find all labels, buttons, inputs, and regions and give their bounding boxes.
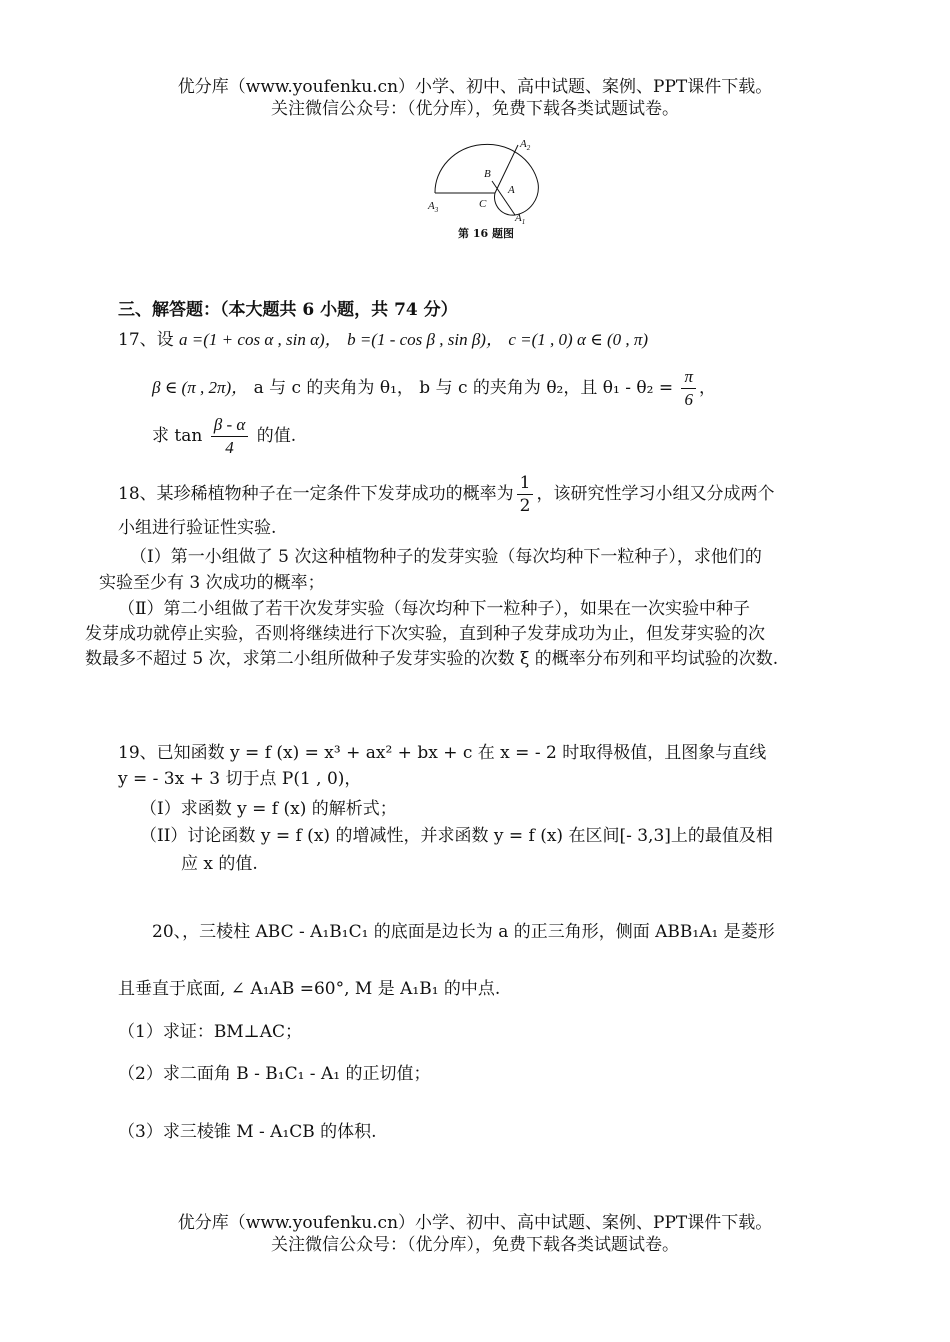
- label-a3: $A_3$: [428, 200, 439, 214]
- q17-beta-range: β ∈ (π , 2π)，: [152, 378, 249, 397]
- q17-ask-pre: 求 tan: [152, 426, 203, 446]
- q17-ask-post: 的值.: [256, 426, 297, 446]
- q19-line-2: y = - 3x + 3 切于点 P(1 , 0)，: [118, 769, 362, 789]
- q20-part2: （2）求二面角 B - B₁C₁ - A₁ 的正切值；: [118, 1064, 431, 1084]
- label-b: B: [484, 168, 491, 180]
- label-a: A: [508, 184, 515, 196]
- q18-half: [517, 472, 534, 517]
- q18-line1-pre: 18、某珍稀植物种子在一定条件下发芽成功的概率为: [118, 484, 514, 504]
- q20-line-2: 且垂直于底面, ∠ A₁AB =60°, M 是 A₁B₁ 的中点.: [118, 979, 501, 999]
- q20-part1: （1）求证：BM⊥AC；: [118, 1022, 302, 1042]
- section-title: 三、解答题：（本大题共 6 小题，共 74 分）: [118, 300, 458, 320]
- small-arc: [495, 193, 515, 215]
- q17-number: 17、设: [118, 330, 174, 350]
- q17-fraction: [211, 414, 249, 459]
- q17-pi: π: [681, 366, 696, 389]
- q18-line1-post: ，该研究性学习小组又分成两个: [536, 484, 775, 504]
- footer-line-2: 关注微信公众号：（优分库），免费下载各类试题试卷。: [271, 1235, 679, 1255]
- q18-part1-line-2: 实验至少有 3 次成功的概率；: [99, 573, 325, 593]
- header-line-2: 关注微信公众号：（优分库），免费下载各类试题试卷。: [271, 99, 679, 119]
- q18-line-2: 小组进行验证性实验.: [118, 518, 277, 538]
- figure-caption: 第 16 题图: [458, 227, 514, 240]
- q19-part2-line-2: 应 x 的值.: [181, 854, 258, 874]
- q17-six: 6: [684, 390, 693, 409]
- q18-line-1: [118, 472, 774, 517]
- q17-b-def: b =(1 - cos β , sin β)，: [347, 330, 503, 349]
- q17-ask-num: β - α: [211, 414, 249, 437]
- q17-line-2: β ∈ (π , 2π)， a 与 c 的夹角为 θ₁， b 与 c 的夹角为 θ₂，且 θ₁ - θ₂ = $\frac{\pi}{6}$ ，: [152, 367, 717, 409]
- q18-part2-line-3: 数最多不超过 5 次，求第二小组所做种子发芽实验的次数 ξ 的概率分布列和平均试验的次数.: [85, 649, 779, 669]
- q17-angle1: a 与 c 的夹角为 θ₁，: [253, 378, 414, 398]
- q17-ask-den: 4: [225, 438, 234, 457]
- label-a2: $A_2$: [520, 138, 531, 152]
- footer-line-1: 优分库（www.youfenku.cn）小学、初中、高中试题、案例、PPT课件下载。: [177, 1213, 773, 1233]
- q19-line-1: 19、已知函数 y = f (x) = x³ + ax² + bx + c 在 x = - 2 时取得极值，且图象与直线: [118, 743, 767, 763]
- q17-c-def: c =(1 , 0) α ∈ (0 , π): [508, 330, 649, 349]
- label-a1: $A_1$: [515, 212, 526, 226]
- q19-part2-line-1: （II）讨论函数 y = f (x) 的增减性，并求函数 y = f (x) 在区间[- 3,3]上的最值及相: [140, 826, 773, 846]
- label-c: C: [479, 198, 487, 210]
- q18-part1-line-1: （Ⅰ）第一小组做了 5 次这种植物种子的发芽实验（每次均种下一粒种子），求他们的: [130, 547, 762, 567]
- q17-line-3: [152, 414, 296, 459]
- q20-part3: （3）求三棱锥 M - A₁CB 的体积.: [118, 1122, 377, 1142]
- q19-part1: （I）求函数 y = f (x) 的解析式；: [140, 799, 397, 819]
- q17-line-1: [118, 328, 648, 352]
- q17-pi-over-6: [681, 366, 696, 411]
- header-line-1: 优分库（www.youfenku.cn）小学、初中、高中试题、案例、PPT课件下载。: [177, 77, 773, 97]
- q18-part2-line-1: （Ⅱ）第二小组做了若干次发芽实验（每次均种下一粒种子），如果在一次实验中种子: [118, 599, 751, 619]
- q18-half-d: 2: [519, 496, 531, 516]
- q18-half-n: 1: [517, 472, 534, 495]
- q18-part2-line-2: 发芽成功就停止实验，否则将继续进行下次实验，直到种子发芽成功为止，但发芽实验的次: [85, 624, 765, 644]
- q20-line-1: 20、，三棱柱 ABC - A₁B₁C₁ 的底面是边长为 a 的正三角形，侧面 ABB₁A₁ 是菱形: [152, 922, 775, 942]
- q17-angle2: b 与 c 的夹角为 θ₂，且 θ₁ - θ₂ =: [419, 378, 674, 398]
- q17-a-def: a =(1 + cos α , sin α)，: [179, 330, 342, 349]
